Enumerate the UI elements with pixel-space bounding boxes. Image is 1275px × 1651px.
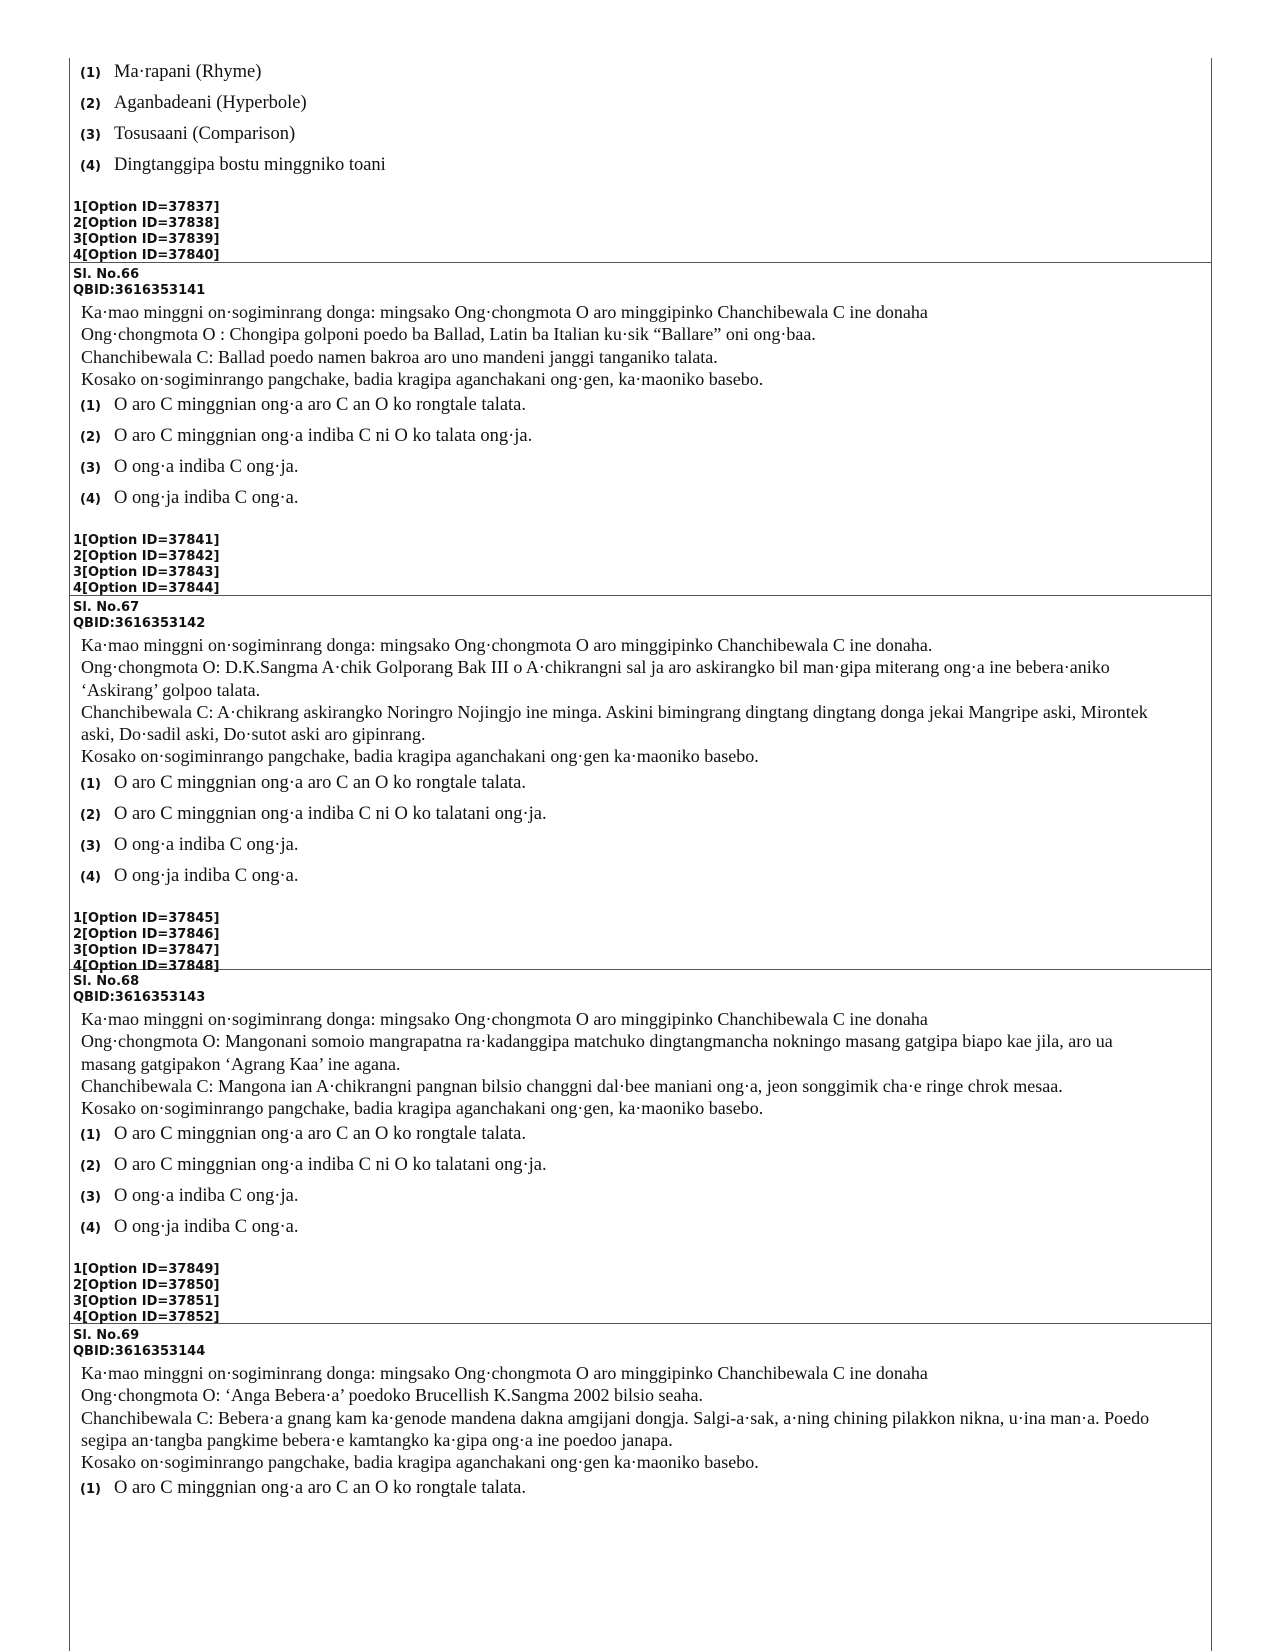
option-number: (4)	[80, 159, 101, 174]
option-id: 3[Option ID=37851]	[73, 1294, 220, 1310]
question-text	[73, 1008, 1211, 1119]
option-item	[73, 62, 1211, 93]
option-item	[73, 835, 1211, 866]
option-id: 2[Option ID=37842]	[73, 549, 220, 565]
option-text: O aro C minggnian ong·a indiba C ni O ko talata ong·ja.	[114, 426, 533, 447]
option-item	[73, 1155, 1211, 1186]
question-text	[73, 634, 1211, 768]
question-line: Kosako on·sogiminrango pangchake, badia kragipa aganchakani ong·gen ka·maoniko basebo.	[81, 746, 759, 767]
option-text: O ong·ja indiba C ong·a.	[114, 865, 299, 886]
option-text: Tosusaani (Comparison)	[114, 124, 296, 144]
question-block	[70, 1324, 1211, 1651]
option-item	[73, 804, 1211, 835]
option-number: (3)	[80, 128, 101, 143]
serial-number: Sl. No.68	[73, 974, 140, 989]
option-item	[73, 457, 1211, 488]
question-block-continued	[70, 58, 1211, 263]
question-id: QBID:3616353144	[73, 1344, 206, 1359]
option-list	[73, 395, 1211, 519]
option-id: 2[Option ID=37846]	[73, 926, 220, 942]
option-number: (4)	[80, 1221, 101, 1237]
option-list	[73, 1478, 1211, 1509]
question-line: Chanchibewala C: Mangona ian A·chikrangni pangnan bilsio changgni dal·bee maniani ong·a, jeon songgimik cha·e ringe chrok mesaa.	[81, 1075, 1063, 1096]
question-line: Kosako on·sogiminrango pangchake, badia kragipa aganchakani ong·gen, ka·maoniko basebo.	[81, 368, 764, 389]
question-block	[70, 263, 1211, 596]
question-line: Ong·chongmota O : Chongipa golponi poedo ba Ballad, Latin ba Italian ku·sik “Ballare” oni ong·baa.	[81, 324, 816, 345]
question-line: Ka·mao minggni on·sogiminrang donga: mingsako Ong·chongmota O aro minggipinko Chanchibewala C ine donaha	[81, 1363, 928, 1383]
option-id-list	[73, 533, 1211, 599]
option-item	[73, 426, 1211, 457]
question-line: Kosako on·sogiminrango pangchake, badia kragipa aganchakani ong·gen, ka·maoniko basebo.	[81, 1098, 764, 1119]
option-text: O ong·ja indiba C ong·a.	[114, 488, 299, 509]
option-text: Aganbadeani (Hyperbole)	[114, 93, 307, 113]
option-number: (3)	[80, 838, 101, 854]
option-list	[73, 773, 1211, 897]
question-line: Ong·chongmota O: ‘Anga Bebera·a’ poedoko Brucellish K.Sangma 2002 bilsio seaha.	[81, 1385, 704, 1406]
question-line: Ka·mao minggni on·sogiminrang donga: mingsako Ong·chongmota O aro minggipinko Chanchibewala C ine donaha	[81, 1009, 928, 1029]
option-number: (1)	[80, 1482, 101, 1498]
option-text: O aro C minggnian ong·a aro C an O ko rongtale talata.	[114, 1478, 527, 1499]
option-text: O aro C minggnian ong·a indiba C ni O ko talatani ong·ja.	[114, 803, 547, 824]
question-line: Chanchibewala C: A·chikrang askirangko Noringro Nojingjo ine minga. Askini bimingrang dingtang dingtang donga jekai Mangripe aski, Mirontek aski, Do·sadil aski, Do·sutot aski aro gipinrang.	[81, 701, 1148, 745]
question-line: Kosako on·sogiminrango pangchake, badia kragipa aganchakani ong·gen ka·maoniko basebo.	[81, 1452, 759, 1473]
serial-number: Sl. No.67	[73, 600, 140, 615]
option-number: (2)	[80, 1159, 101, 1175]
option-id-list	[73, 1262, 1211, 1328]
option-id: 1[Option ID=37841]	[73, 533, 220, 549]
option-id: 1[Option ID=37837]	[73, 200, 220, 215]
option-item	[73, 1478, 1211, 1509]
option-item	[73, 93, 1211, 124]
option-id: 3[Option ID=37839]	[73, 232, 220, 247]
option-id: 1[Option ID=37845]	[73, 910, 220, 926]
question-line: Chanchibewala C: Bebera·a gnang kam ka·genode mandena dakna amgijani dongja. Salgi-a·sak, a·ning chining pilakkon nikna, u·ina man·a. Poedo segipa an·tangba pangkime bebera·e kamtangko ka·gipa ong·a ine poedoo janapa.	[81, 1407, 1150, 1450]
question-line: Ong·chongmota O: Mangonani somoio mangrapatna ra·kadanggipa matchuko dingtangmancha nokningo masang gatgipa biapo kae jila, aro ua masang gatgipakon ‘Agrang Kaa’ ine agana.	[81, 1031, 1113, 1074]
option-item	[73, 155, 1211, 186]
option-id: 3[Option ID=37847]	[73, 942, 220, 958]
question-id: QBID:3616353142	[73, 616, 206, 631]
question-block	[70, 970, 1211, 1324]
option-item	[73, 866, 1211, 897]
question-line: Ong·chongmota O: D.K.Sangma A·chik Golporang Bak III o A·chikrangni sal ja aro askirangko bil man·gipa miterang ong·a ine bebera·aniko ‘Askirang’ golpoo talata.	[81, 657, 1110, 700]
option-item	[73, 1124, 1211, 1155]
option-id: 4[Option ID=37848]	[73, 958, 220, 974]
option-number: (1)	[80, 66, 101, 81]
option-text: O aro C minggnian ong·a aro C an O ko rongtale talata.	[114, 395, 527, 416]
question-block	[70, 596, 1211, 974]
question-text	[73, 1362, 1211, 1473]
option-number: (4)	[80, 869, 101, 885]
option-item	[73, 1186, 1211, 1217]
question-id: QBID:3616353143	[73, 990, 206, 1005]
serial-number: Sl. No.66	[73, 267, 140, 282]
option-number: (4)	[80, 492, 101, 508]
option-text: O ong·a indiba C ong·ja.	[114, 1186, 299, 1207]
question-line: Ka·mao minggni on·sogiminrang donga: mingsako Ong·chongmota O aro minggipinko Chanchibewala C ine donaha.	[81, 635, 933, 655]
serial-number: Sl. No.69	[73, 1328, 140, 1343]
option-number: (2)	[80, 97, 101, 112]
option-id: 2[Option ID=37838]	[73, 216, 220, 231]
question-id: QBID:3616353141	[73, 283, 206, 298]
option-number: (1)	[80, 1128, 101, 1144]
option-id: 1[Option ID=37849]	[73, 1262, 220, 1278]
option-text: O aro C minggnian ong·a aro C an O ko rongtale talata.	[114, 1124, 527, 1145]
option-text: O aro C minggnian ong·a indiba C ni O ko talatani ong·ja.	[114, 1155, 547, 1176]
option-item	[73, 773, 1211, 804]
option-number: (1)	[80, 399, 101, 415]
option-list	[73, 1124, 1211, 1248]
option-id: 2[Option ID=37850]	[73, 1278, 220, 1294]
question-paper-page	[69, 58, 1212, 1651]
option-id: 3[Option ID=37843]	[73, 565, 220, 581]
option-number: (3)	[80, 1190, 101, 1206]
option-text: Dingtanggipa bostu minggniko toani	[114, 155, 386, 175]
option-text: O aro C minggnian ong·a aro C an O ko rongtale talata.	[114, 772, 527, 793]
option-number: (1)	[80, 776, 101, 792]
option-number: (2)	[80, 430, 101, 446]
question-text	[73, 301, 1211, 390]
option-id: 4[Option ID=37844]	[73, 581, 220, 597]
option-item	[73, 1217, 1211, 1248]
option-text: O ong·a indiba C ong·ja.	[114, 457, 299, 478]
option-text: Ma·rapani (Rhyme)	[114, 62, 262, 82]
option-id: 4[Option ID=37852]	[73, 1310, 220, 1326]
option-item	[73, 488, 1211, 519]
option-id-list	[73, 200, 1211, 266]
option-number: (3)	[80, 461, 101, 477]
option-item	[73, 395, 1211, 426]
question-line: Chanchibewala C: Ballad poedo namen bakroa aro uno mandeni janggi tanganiko talata.	[81, 346, 718, 367]
option-text: O ong·a indiba C ong·ja.	[114, 834, 299, 855]
option-number: (2)	[80, 807, 101, 823]
option-id: 4[Option ID=37840]	[73, 248, 220, 263]
option-text: O ong·ja indiba C ong·a.	[114, 1217, 299, 1238]
option-id-list	[73, 911, 1211, 977]
question-line: Ka·mao minggni on·sogiminrang donga: mingsako Ong·chongmota O aro minggipinko Chanchibewala C ine donaha	[81, 302, 928, 322]
option-item	[73, 124, 1211, 155]
option-list	[73, 62, 1211, 186]
